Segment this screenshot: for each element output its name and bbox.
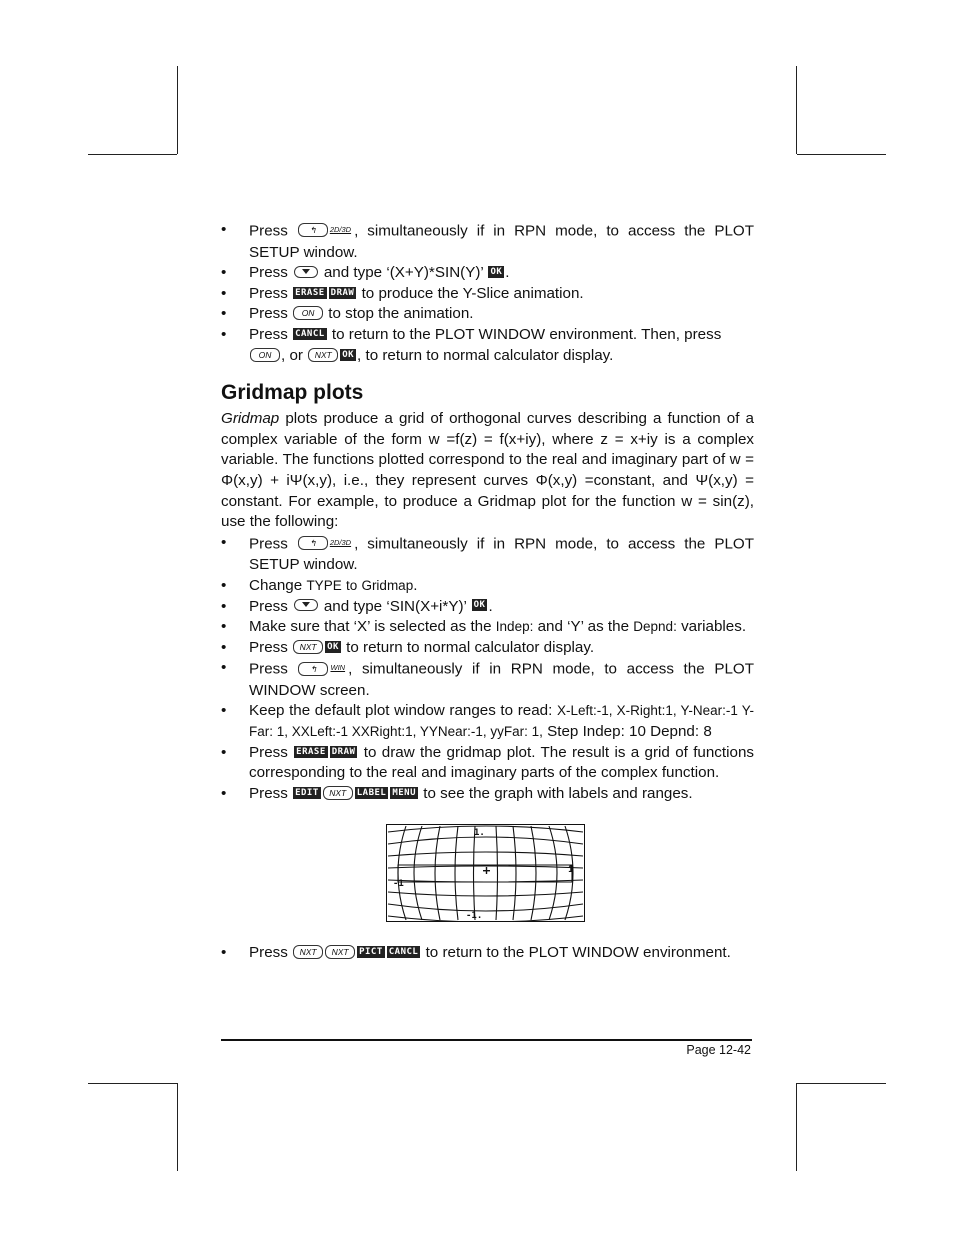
ok-softkey-icon: OK [342,349,355,360]
list-item: • Press ↰ WIN , simultaneously if in RPN mode, to access the PLOT WINDOW screen. [221,658,754,701]
down-arrow-key-icon [294,599,318,611]
crop-mark [177,1083,178,1171]
list-item: • Press ERASE DRAW to produce the Y-Slice animation. [221,284,754,305]
left-shift-key-icon: ↰ [298,536,328,550]
list-item: • Make sure that ‘X’ is selected as the Indep: and ‘Y’ as the Depnd: variables. [221,617,754,638]
down-arrow-key-icon [294,266,318,278]
draw-softkey-icon: DRAW [331,746,356,757]
list-item: • Change TYPE to Gridmap. [221,576,754,597]
left-shift-key-icon: ↰ [298,223,328,237]
list-item: • Press and type ‘SIN(X+i*Y)’ OK . [221,597,754,618]
menu-softkey-icon: MENU [392,787,417,798]
edit-softkey-icon: EDIT [295,787,319,798]
nxt-key-icon: NXT [293,640,323,654]
ok-softkey-icon: OK [473,600,486,611]
crop-mark [88,154,177,155]
ok-softkey-icon: OK [327,641,339,652]
list-item: • Press EDIT NXT LABEL MENU to see the graph with labels and ranges. [221,784,754,805]
plot-label-y-bottom: -1. [466,911,483,921]
gridmap-plot-image [386,824,585,922]
instruction-list-top [221,220,754,366]
erase-softkey-icon: ERASE [295,287,325,298]
list-item: • Press NXT OK to return to normal calculator display. [221,638,754,659]
list-item: • Press ERASE DRAW to draw the gridmap plot. The result is a grid of functions corresponding to the real and imaginary parts of the complex function. [221,743,754,784]
list-item: • Press NXT NXT PICT CANCL to return to the PLOT WINDOW environment. [221,943,754,964]
erase-softkey-icon: ERASE [296,746,326,757]
crop-mark [796,66,797,154]
intro-paragraph: Gridmap plots produce a grid of orthogonal curves describing a function of a complex variable of the form w =f(z) = f(x+iy), where z = x+iy is a complex variable. The functions plotted correspond to the real and imaginary part of w = Φ(x,y) + iΨ(x,y), i.e., they represent curves Φ(x,y) =constant, and Ψ(x,y) = constant. For example, to produce a Gridmap plot for the function w = sin(z), use the following: [221,410,754,531]
plot-label-x-right: 1 [568,865,574,875]
instruction-list-gridmap [221,533,754,805]
section-heading: Gridmap plots [221,381,364,405]
nxt-key-icon: NXT [323,786,353,800]
2d3d-key-label: 2D/3D [329,537,352,547]
on-key-icon: ON [293,306,323,320]
crop-mark [88,1083,177,1084]
label-softkey-icon: LABEL [356,787,387,798]
list-item: • Press ↰ 2D/3D , simultaneously if in RPN mode, to access the PLOT SETUP window. [221,533,754,576]
page-number: Page 12-42 [686,1043,751,1057]
cancl-softkey-icon: CANCL [295,328,325,339]
draw-softkey-icon: DRAW [330,287,355,298]
footer-rule [221,1039,752,1041]
win-key-label: WIN [330,663,346,673]
plot-label-x-left: -1 [393,879,404,889]
final-instruction [221,943,754,964]
nxt-key-icon: NXT [293,945,323,959]
pict-softkey-icon: PICT [359,946,383,957]
list-item: • Keep the default plot window ranges to read: X-Left:-1, X-Right:1, Y-Near:-1 Y-Far: 1, XXLeft:-1 XXRight:1, YYNear:-1, yyFar: 1, Step Indep: 10 Depnd: 8 [221,701,754,742]
crop-mark [797,1083,886,1084]
plot-label-y-top: 1. [474,828,485,838]
list-item: • Press ON to stop the animation. [221,304,754,325]
crop-mark [177,66,178,154]
on-key-icon: ON [250,348,280,362]
ok-softkey-icon: OK [490,267,503,278]
left-shift-key-icon: ↰ [298,662,328,676]
list-item: • Press ↰ 2D/3D , simultaneously if in RPN mode, to access the PLOT SETUP window. [221,220,754,263]
crop-mark [796,1083,797,1171]
nxt-key-icon: NXT [325,945,355,959]
list-item: • Press and type ‘(X+Y)*SIN(Y)’ OK . [221,263,754,284]
page-content [221,220,754,804]
list-item: • Press CANCL to return to the PLOT WINDOW environment. Then, press ON , or NXT OK , to return to normal calculator display. [221,325,754,366]
2d3d-key-label: 2D/3D [329,225,352,234]
cancl-softkey-icon: CANCL [388,946,419,957]
nxt-key-icon: NXT [308,348,338,362]
crop-mark [797,154,886,155]
